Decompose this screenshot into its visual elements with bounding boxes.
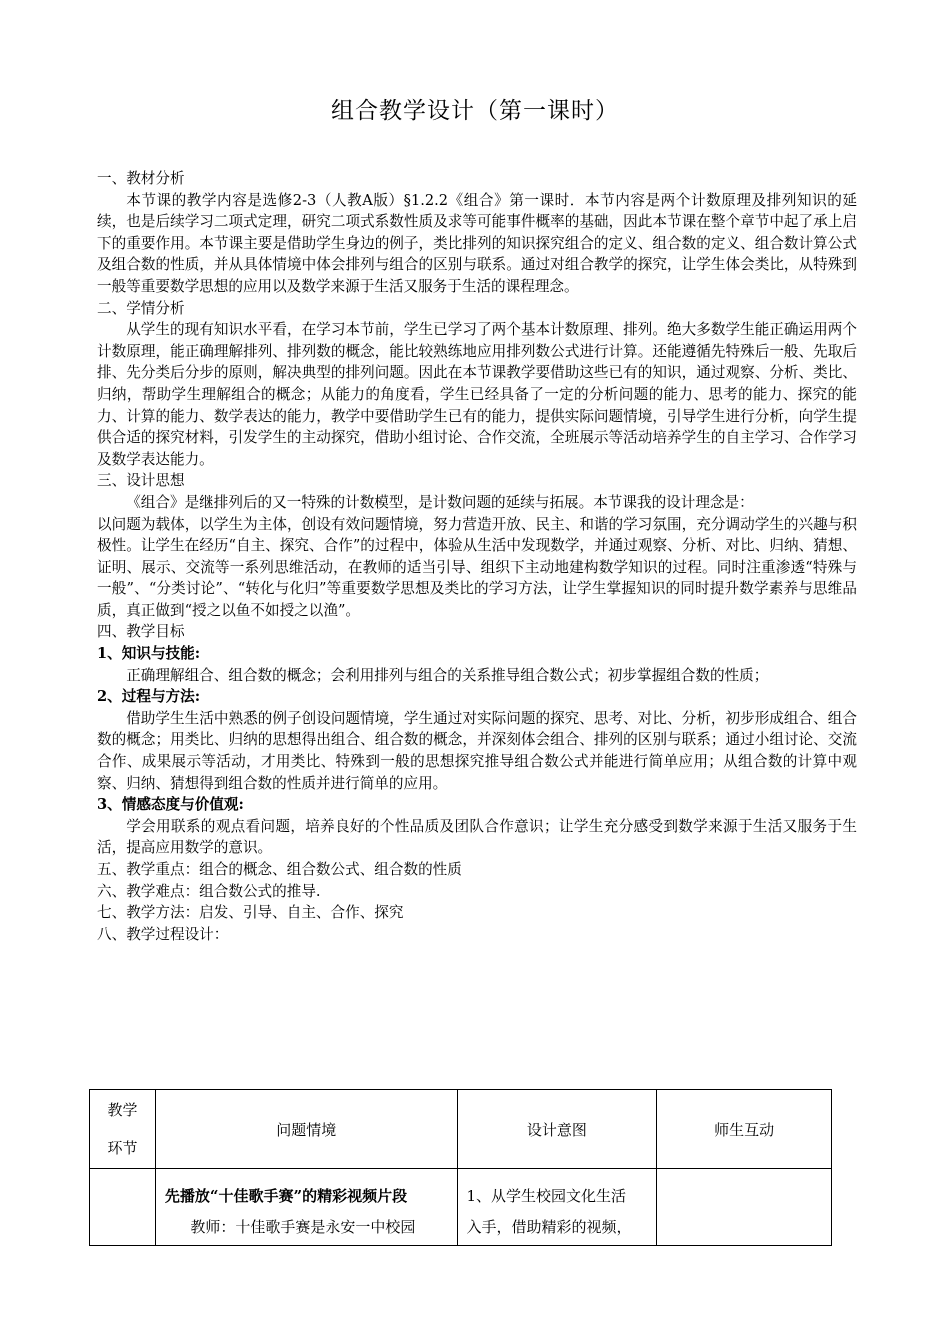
goal-process-label: 、过程与方法: — [107, 688, 201, 706]
goal-emotion-text: 学会用联系的观点看问题，培养良好的个性品质及团队合作意识；让学生充分感受到数学来源于生活又服务于生活，提高应用数学的意识。 — [97, 817, 857, 857]
cell-intent — [457, 1169, 657, 1246]
goal-knowledge-heading — [97, 643, 857, 665]
header-stage-line1: 教学 — [107, 1101, 138, 1119]
section-key-points: 五、教学重点：组合的概念、组合数公式、组合数的性质 — [97, 861, 462, 878]
goal-knowledge-label: 、知识与技能: — [107, 645, 201, 663]
goal-emotion-heading — [97, 794, 857, 816]
header-scenario: 问题情境 — [155, 1090, 457, 1169]
goal-knowledge-number: 1 — [97, 645, 108, 663]
teaching-process-table — [89, 1089, 832, 1246]
section-difficulties: 六、教学难点：组合数公式的推导. — [97, 882, 321, 900]
section-heading-student: 二、学情分析 — [97, 299, 185, 317]
cell-interaction — [657, 1169, 832, 1246]
header-stage-line2: 环节 — [107, 1139, 138, 1157]
goal-process-heading — [97, 686, 857, 708]
page-title: 组合教学设计（第一课时） — [331, 98, 619, 124]
goal-knowledge-text: 正确理解组合、组合数的概念；会利用排列与组合的关系推导组合数公式；初步掌握组合数的性质； — [126, 666, 769, 684]
section-heading-goals: 四、教学目标 — [97, 623, 185, 641]
goal-emotion-number: 3 — [97, 796, 108, 814]
table-row — [90, 1169, 832, 1246]
goal-emotion-label: 、情感态度与价值观: — [107, 796, 244, 814]
paragraph-design-intro: 《组合》是继排列后的又一特殊的计数模型，是计数问题的延续与拓展。本节课我的设计理念是： — [126, 493, 754, 511]
paragraph-textbook-analysis: 本节课的教学内容是选修2-3（人教A版）§1.2.2《组合》第一课时．本节内容是两个计数原理及排列知识的延续，也是后续学习二项式定理，研究二项式系数性质及求等可能事件概率的基础，因此本节课在整个章节中起了承上启下的重要作用。本节课主要是借助学生身边的例子，类比排列的知识探究组合的定义、组合数的定义、组合数计算公式及组合数的性质，并从具体情境中体会排列与组合的区别与联系。通过对组合教学的探究，让学生体会类比，从特殊到一般等重要数学思想的应用以及数学来源于生活又服务于生活的课程理念。 — [97, 191, 857, 295]
paragraph-student-analysis: 从学生的现有知识水平看，在学习本节前，学生已学习了两个基本计数原理、排列。绝大多数学生能正确运用两个计数原理，能正确理解排列、排列数的概念，能比较熟练地应用排列数公式进行计算。还能遵循先特殊后一般、先取后排、先分类后分步的原则，解决典型的排列问题。因此在本节课教学要借助这些已有的知识，通过观察、分析、类比、归纳，帮助学生理解组合的概念；从能力的角度看，学生已经具备了一定的分析问题的能力、思考的能力、探究的能力、计算的能力、数学表达的能力，教学中要借助学生已有的能力，提供实际问题情境，引导学生进行分析，向学生提供合适的探究材料，引发学生的主动探究，借助小组讨论、合作交流，全班展示等活动培养学生的自主学习、合作学习及数学表达能力。 — [97, 321, 857, 468]
paragraph-design-thought: 以问题为载体，以学生为主体，创设有效问题情境，努力营造开放、民主、和谐的学习氛围，充分调动学生的兴趣与积极性。让学生在经历“自主、探究、合作”的过程中，体验从生活中发现数学，并通过观察、分析、对比、归纳、猜想、证明、展示、交流等一系列思维活动，在教师的适当引导、组织下主动地建构数学知识的过程。同时注重渗透“特殊与一般”、“分类讨论”、“转化与化归”等重要数学思想及类比的学习方法，让学生掌握知识的同时提升数学素养与思维品质，真正做到“授之以鱼不如授之以渔”。 — [97, 515, 857, 619]
intent-line-2: 入手，借助精彩的视频， — [466, 1218, 632, 1236]
header-stage — [90, 1090, 156, 1169]
section-methods: 七、教学方法：启发、引导、自主、合作、探究 — [97, 904, 404, 922]
section-heading-design: 三、设计思想 — [97, 472, 185, 490]
section-process-design: 八、教学过程设计： — [97, 925, 229, 943]
header-interaction: 师生互动 — [657, 1090, 832, 1169]
goal-process-text: 借助学生生活中熟悉的例子创设问题情境，学生通过对实际问题的探究、思考、对比、分析，初步形成组合、组合数的概念；用类比、归纳的思想得出组合、组合数的概念，并深刻体会组合、排列的区别与联系；通过小组讨论、交流合作、成果展示等活动，才用类比、特殊到一般的思想探究推导组合数公式并能进行简单应用；从组合数的计算中观察、归纳、猜想得到组合数的性质并进行简单的应用。 — [97, 709, 857, 792]
goal-process-number: 2 — [97, 688, 108, 706]
header-intent: 设计意图 — [457, 1090, 657, 1169]
scenario-bold-text: 先播放“十佳歌手赛”的精彩视频片段 — [164, 1187, 408, 1205]
document-body — [97, 168, 857, 945]
cell-stage — [90, 1169, 156, 1246]
intent-line-1: 1、从学生校园文化生活 — [466, 1187, 627, 1205]
section-heading-textbook: 一、教材分析 — [97, 170, 185, 187]
scenario-text: 教师：十佳歌手赛是永安一中校园 — [190, 1218, 416, 1236]
cell-scenario — [155, 1169, 457, 1246]
table-header-row — [90, 1090, 832, 1169]
